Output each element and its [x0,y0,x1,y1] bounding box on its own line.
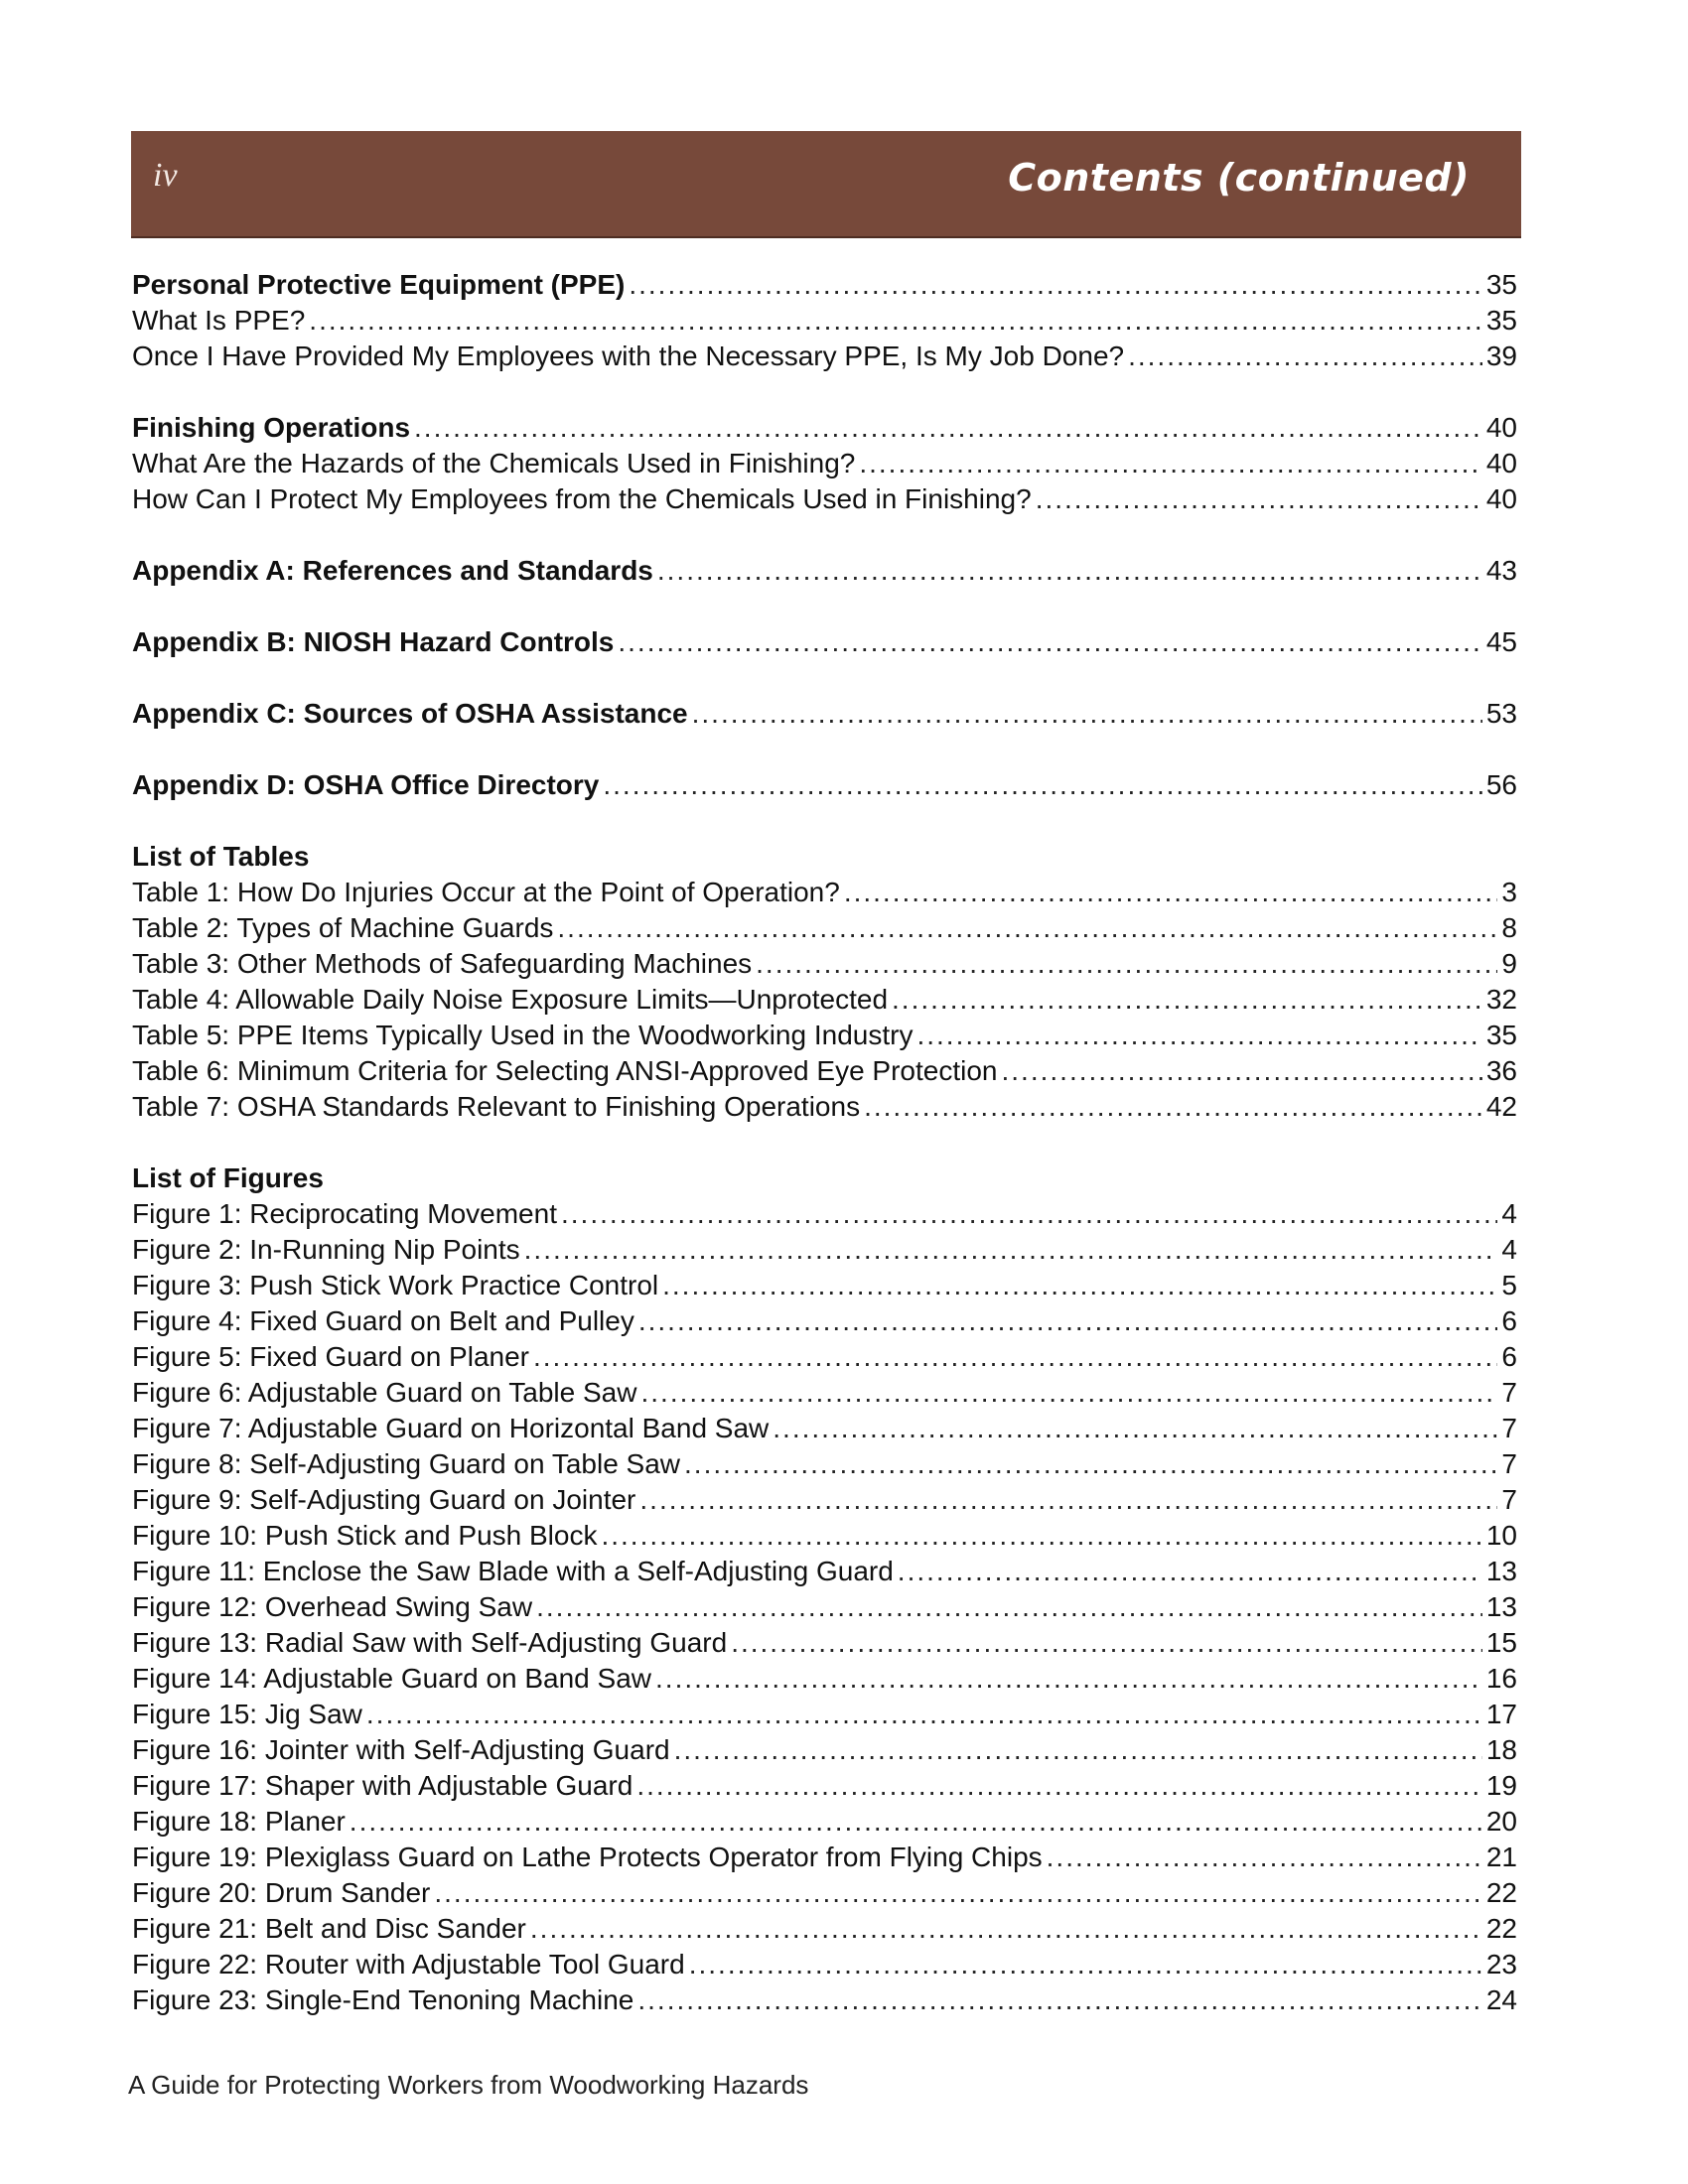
dot-leader [1002,1053,1482,1089]
toc-entry-page: 23 [1485,1949,1517,1979]
dot-leader [561,1196,1497,1232]
toc-entry [132,1804,1517,1840]
toc-entry [132,303,1517,339]
table-of-contents [132,267,1517,2018]
toc-entry [132,1375,1517,1411]
list-of-tables [132,875,1517,1125]
toc-entry-page: 53 [1485,698,1517,729]
toc-entry-title: Figure 15: Jig Saw [132,1699,362,1729]
dot-leader [557,910,1497,946]
dot-leader [530,1911,1482,1947]
toc-entry-page: 7 [1501,1413,1517,1443]
toc-entry-page: 40 [1485,448,1517,478]
toc-entry [132,1339,1517,1375]
dot-leader [637,1982,1481,2018]
dot-leader [618,624,1481,660]
dot-leader [638,1303,1498,1339]
toc-entry [132,1661,1517,1697]
toc-entry [132,1232,1517,1268]
toc-entry [132,1697,1517,1732]
dot-leader [629,267,1482,303]
toc-entry-title: Table 6: Minimum Criteria for Selecting ANSI-Approved Eye Protection [132,1055,998,1086]
dot-leader [655,1661,1482,1697]
toc-entry-page: 32 [1485,984,1517,1015]
toc-entry-title: Once I Have Provided My Employees with the Necessary PPE, Is My Job Done? [132,341,1125,371]
toc-entry-title: Appendix A: References and Standards [132,555,653,586]
list-of-figures [132,1196,1517,2018]
dot-leader [684,1446,1497,1482]
toc-entry-page: 35 [1485,269,1517,300]
page-title: Contents (continued) [1008,156,1470,200]
toc-section-appendix-b [132,624,1517,660]
toc-entry [132,1482,1517,1518]
list-of-tables-heading: List of Tables [132,841,310,872]
toc-entry [132,1911,1517,1947]
list-of-figures-heading: List of Figures [132,1162,324,1193]
toc-entry-title: Table 1: How Do Injuries Occur at the Point of Operation? [132,877,840,907]
dot-leader [657,553,1482,589]
toc-section-appendix-d [132,767,1517,803]
toc-entry-title: Figure 13: Radial Saw with Self-Adjusting Guard [132,1627,728,1658]
toc-entry-title: Figure 2: In-Running Nip Points [132,1234,520,1265]
dot-leader [640,1375,1497,1411]
toc-entry [132,446,1517,481]
dot-leader [601,1518,1481,1554]
dot-leader [366,1697,1482,1732]
toc-entry-page: 13 [1485,1556,1517,1586]
toc-entry [132,339,1517,374]
toc-entry-page: 4 [1501,1234,1517,1265]
toc-entry-title: Appendix D: OSHA Office Directory [132,769,600,800]
toc-entry-page: 13 [1485,1591,1517,1622]
toc-entry [132,946,1517,982]
toc-entry-page: 35 [1485,1020,1517,1050]
toc-entry [132,1518,1517,1554]
toc-entry-page: 15 [1485,1627,1517,1658]
dot-leader [859,446,1482,481]
toc-entry [132,1303,1517,1339]
dot-leader [350,1804,1482,1840]
dot-leader [536,1589,1482,1625]
toc-entry-title: Figure 7: Adjustable Guard on Horizontal Band Saw [132,1413,770,1443]
toc-entry-page: 18 [1485,1734,1517,1765]
dot-leader [773,1411,1497,1446]
toc-entry-title: Figure 17: Shaper with Adjustable Guard [132,1770,633,1801]
dot-leader [689,1947,1482,1982]
toc-entry-page: 6 [1501,1305,1517,1336]
dot-leader [1047,1840,1482,1875]
toc-entry-page: 21 [1485,1842,1517,1872]
toc-entry-title: Figure 18: Planer [132,1806,346,1837]
toc-entry-title: Figure 4: Fixed Guard on Belt and Pulley [132,1305,634,1336]
dot-leader [434,1875,1481,1911]
toc-entry [132,1196,1517,1232]
toc-entry-title: Table 7: OSHA Standards Relevant to Finishing Operations [132,1091,861,1122]
toc-entry-title: Table 5: PPE Items Typically Used in the Woodworking Industry [132,1020,914,1050]
toc-entry-page: 42 [1485,1091,1517,1122]
toc-entry [132,1589,1517,1625]
toc-entry-page: 4 [1501,1198,1517,1229]
toc-entry-title: Table 4: Allowable Daily Noise Exposure Limits—Unprotected [132,984,889,1015]
toc-entry [132,875,1517,910]
dot-leader [692,696,1482,732]
toc-entry-title: Figure 16: Jointer with Self-Adjusting Guard [132,1734,670,1765]
toc-entry-title: Figure 8: Self-Adjusting Guard on Table Saw [132,1448,681,1479]
toc-entry-title: Appendix B: NIOSH Hazard Controls [132,626,615,657]
toc-entry [132,1947,1517,1982]
toc-entry-page: 43 [1485,555,1517,586]
toc-entry-page: 5 [1501,1270,1517,1300]
toc-entry-title: Figure 14: Adjustable Guard on Band Saw [132,1663,652,1694]
toc-entry-title: Figure 6: Adjustable Guard on Table Saw [132,1377,637,1408]
dot-leader [892,982,1482,1018]
toc-entry [132,1625,1517,1661]
dot-leader [603,767,1481,803]
toc-entry-page: 19 [1485,1770,1517,1801]
toc-entry-page: 7 [1501,1448,1517,1479]
toc-entry-page: 24 [1485,1984,1517,2015]
toc-entry-title: Figure 11: Enclose the Saw Blade with a Self-Adjusting Guard [132,1556,894,1586]
dot-leader [916,1018,1481,1053]
toc-entry-page: 22 [1485,1877,1517,1908]
toc-entry-page: 7 [1501,1484,1517,1515]
dot-leader [898,1554,1482,1589]
toc-entry-title: Figure 1: Reciprocating Movement [132,1198,557,1229]
dot-leader [662,1268,1497,1303]
dot-leader [756,946,1497,982]
toc-entry [132,1875,1517,1911]
toc-entry [132,910,1517,946]
dot-leader [1128,339,1482,374]
toc-entry-title: What Are the Hazards of the Chemicals Used in Finishing? [132,448,856,478]
toc-entry-page: 45 [1485,626,1517,657]
dot-leader [844,875,1498,910]
toc-entry-title: Figure 20: Drum Sander [132,1877,431,1908]
toc-entry-page: 35 [1485,305,1517,336]
toc-entry-page: 7 [1501,1377,1517,1408]
toc-entry-title: Figure 5: Fixed Guard on Planer [132,1341,529,1372]
toc-entry-title: Figure 3: Push Stick Work Practice Control [132,1270,659,1300]
toc-entry-title: Figure 19: Plexiglass Guard on Lathe Protects Operator from Flying Chips [132,1842,1043,1872]
toc-entry-title: Appendix C: Sources of OSHA Assistance [132,698,688,729]
toc-entry-page: 16 [1485,1663,1517,1694]
toc-entry-title: Table 2: Types of Machine Guards [132,912,554,943]
dot-leader [1036,481,1482,517]
toc-entry [132,1554,1517,1589]
toc-entry-page: 39 [1485,341,1517,371]
dot-leader [731,1625,1482,1661]
dot-leader [414,410,1482,446]
toc-entry-title: Personal Protective Equipment (PPE) [132,269,626,300]
toc-section-appendix-c [132,696,1517,732]
toc-entry-page: 36 [1485,1055,1517,1086]
toc-entry [132,1411,1517,1446]
toc-entry-page: 56 [1485,769,1517,800]
toc-entry-page: 22 [1485,1913,1517,1944]
dot-leader [639,1482,1497,1518]
footer-text: A Guide for Protecting Workers from Woodworking Hazards [128,2070,809,2100]
toc-entry [132,982,1517,1018]
toc-entry-title: Figure 12: Overhead Swing Saw [132,1591,533,1622]
toc-section-appendix-a [132,553,1517,589]
toc-entry [132,481,1517,517]
toc-entry-title: How Can I Protect My Employees from the Chemicals Used in Finishing? [132,483,1032,514]
dot-leader [864,1089,1482,1125]
header-bar [131,131,1521,238]
toc-entry-title: Table 3: Other Methods of Safeguarding Machines [132,948,753,979]
dot-leader [674,1732,1482,1768]
toc-entry [132,1446,1517,1482]
toc-entry-title: Figure 10: Push Stick and Push Block [132,1520,598,1551]
toc-entry [132,1732,1517,1768]
toc-entry-page: 17 [1485,1699,1517,1729]
toc-entry [132,1089,1517,1125]
toc-section-finishing [132,410,1517,446]
toc-entry [132,1018,1517,1053]
toc-entry [132,1268,1517,1303]
toc-entry-page: 20 [1485,1806,1517,1837]
toc-section-ppe [132,267,1517,303]
toc-entry [132,1768,1517,1804]
toc-entry-page: 8 [1501,912,1517,943]
toc-entry-title: Figure 23: Single-End Tenoning Machine [132,1984,634,2015]
toc-entry-page: 6 [1501,1341,1517,1372]
dot-leader [533,1339,1497,1375]
toc-entry-page: 10 [1485,1520,1517,1551]
dot-leader [636,1768,1482,1804]
dot-leader [309,303,1482,339]
toc-entry-title: Figure 22: Router with Adjustable Tool Guard [132,1949,685,1979]
toc-entry-page: 40 [1485,412,1517,443]
toc-entry-title: Figure 21: Belt and Disc Sander [132,1913,526,1944]
toc-entry [132,1053,1517,1089]
toc-entry-page: 40 [1485,483,1517,514]
toc-entry-page: 3 [1501,877,1517,907]
toc-entry [132,1840,1517,1875]
dot-leader [524,1232,1498,1268]
toc-entry-title: What Is PPE? [132,305,306,336]
toc-entry-title: Finishing Operations [132,412,411,443]
toc-entry-page: 9 [1501,948,1517,979]
toc-entry-title: Figure 9: Self-Adjusting Guard on Jointer [132,1484,636,1515]
page-number: iv [153,157,178,194]
toc-entry [132,1982,1517,2018]
